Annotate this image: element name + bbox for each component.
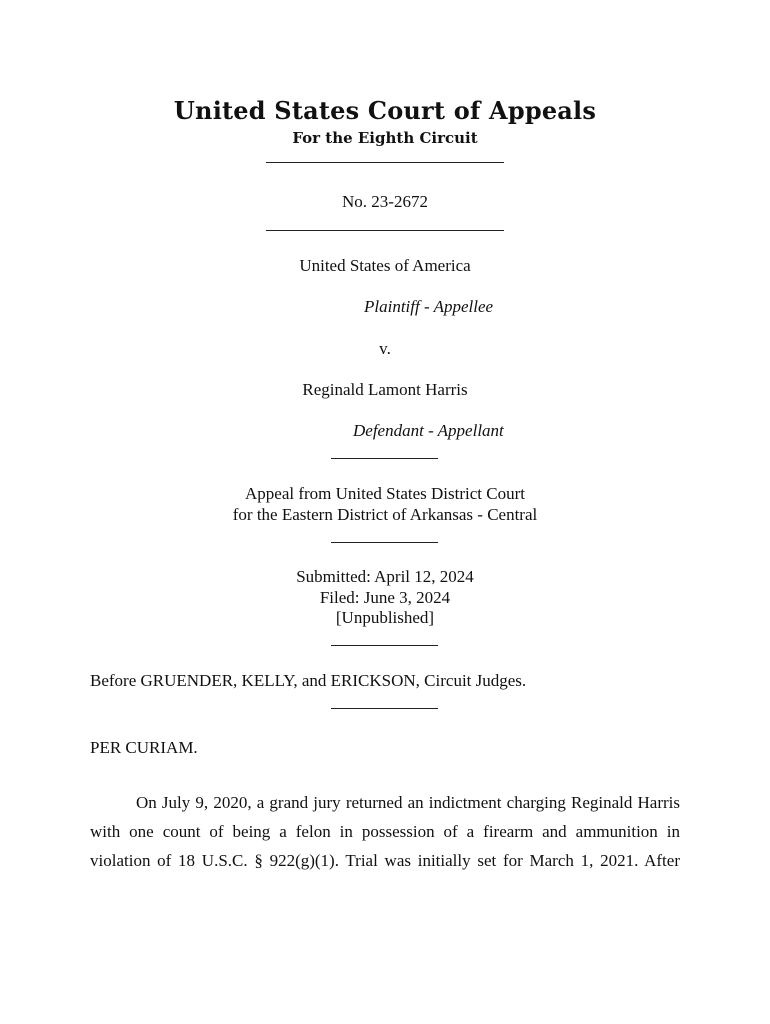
defendant-name: Reginald Lamont Harris: [302, 380, 468, 399]
submitted-date: Submitted: April 12, 2024: [296, 567, 474, 586]
panel-judges: Before GRUENDER, KELLY, and ERICKSON, Circuit Judges.: [90, 671, 527, 690]
plaintiff-role: Plaintiff - Appellee: [364, 297, 494, 316]
appeal-line-1: Appeal from United States District Court: [245, 484, 525, 503]
divider-rule: [331, 708, 438, 709]
circuit-subtitle: For the Eighth Circuit: [292, 129, 478, 147]
opinion-paragraph: [90, 788, 680, 875]
divider-rule: [266, 162, 504, 163]
publication-status: [Unpublished]: [335, 608, 435, 627]
defendant-role: Defendant - Appellant: [353, 421, 504, 440]
opinion-heading: PER CURIAM.: [90, 738, 198, 757]
paragraph-line: On July 9, 2020, a grand jury returned an indictment charging Reginald Harris: [136, 793, 680, 812]
court-title: United States Court of Appeals: [173, 96, 597, 125]
paragraph-line: violation of 18 U.S.C. § 922(g)(1). Trial was initially set for March 1, 2021. After: [90, 851, 680, 870]
case-number: No. 23-2672: [342, 192, 428, 211]
divider-rule: [331, 458, 438, 459]
filed-date: Filed: June 3, 2024: [319, 588, 451, 607]
divider-rule: [331, 645, 438, 646]
plaintiff-name: United States of America: [299, 256, 471, 275]
paragraph-line: with one count of being a felon in possession of a firearm and ammunition in: [90, 822, 680, 841]
versus: v.: [379, 339, 391, 358]
divider-rule: [331, 542, 438, 543]
appeal-line-2: for the Eastern District of Arkansas - Central: [232, 505, 538, 524]
divider-rule: [266, 230, 504, 231]
